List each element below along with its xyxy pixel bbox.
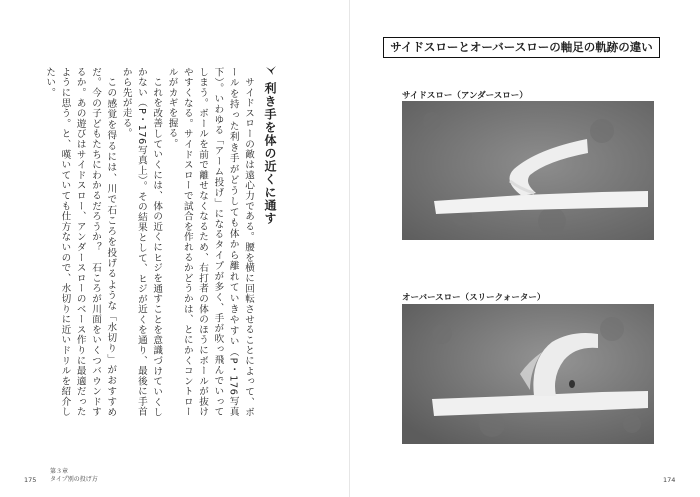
page-number-right: 174 bbox=[663, 476, 676, 484]
photo-caption-sidearm: サイドスロー（アンダースロー） bbox=[402, 91, 528, 101]
body-text bbox=[44, 67, 256, 417]
section-heading bbox=[262, 64, 279, 234]
photo-caption-overhand: オーバースロー（スリークォーター） bbox=[402, 293, 546, 303]
section-heading-text: 利き手を体の近くに通す bbox=[263, 82, 277, 225]
paragraph: サイドスローの敵は遠心力である。腰を横に回転させることによって、ボールを持った利き手がどうしても体から離れていきやすい（P・176写真下）。いわゆる「アーム投げ」になるタイプが多く、手が吹っ飛んでいってしまう。ボールを前で離せなくなるため、右打者の体のほうにボールが抜けやすくなる。サイドスローで試合を作れるかどうかは、とにかくコントロールがカギを握る。 bbox=[166, 67, 254, 417]
chapter-label: 第３章 bbox=[50, 468, 69, 475]
swallow-icon bbox=[265, 64, 277, 76]
figure-title: サイドスローとオーバースローの軸足の軌跡の違い bbox=[383, 37, 660, 58]
chapter-title: タイプ別の投げ方 bbox=[50, 476, 98, 483]
photo-sidearm-track bbox=[402, 101, 654, 240]
page-number-left: 175 bbox=[24, 476, 37, 484]
photo-overhand-track bbox=[402, 304, 654, 444]
running-footer bbox=[50, 468, 98, 484]
paragraph: この感覚を得るには、川で石ころを投げるような「水切り」がおすすめだ。今の子どもたちにわかるだろうか？ 石ころが川面をいくつバウンドするか。あの遊びはサイドスロー、アンダースローのベース作りに最適だったように思う。と、嘆いていても仕方ないので、水切りに近いドリルを紹介したい。 bbox=[44, 67, 117, 417]
paragraph: これを改善していくには、体の近くにヒジを通すことを意識づけていくしかない（P・176写真上）。その結果として、ヒジが近くを通り、最後に手首から先が走る。 bbox=[120, 67, 163, 417]
page-gutter bbox=[349, 0, 350, 497]
